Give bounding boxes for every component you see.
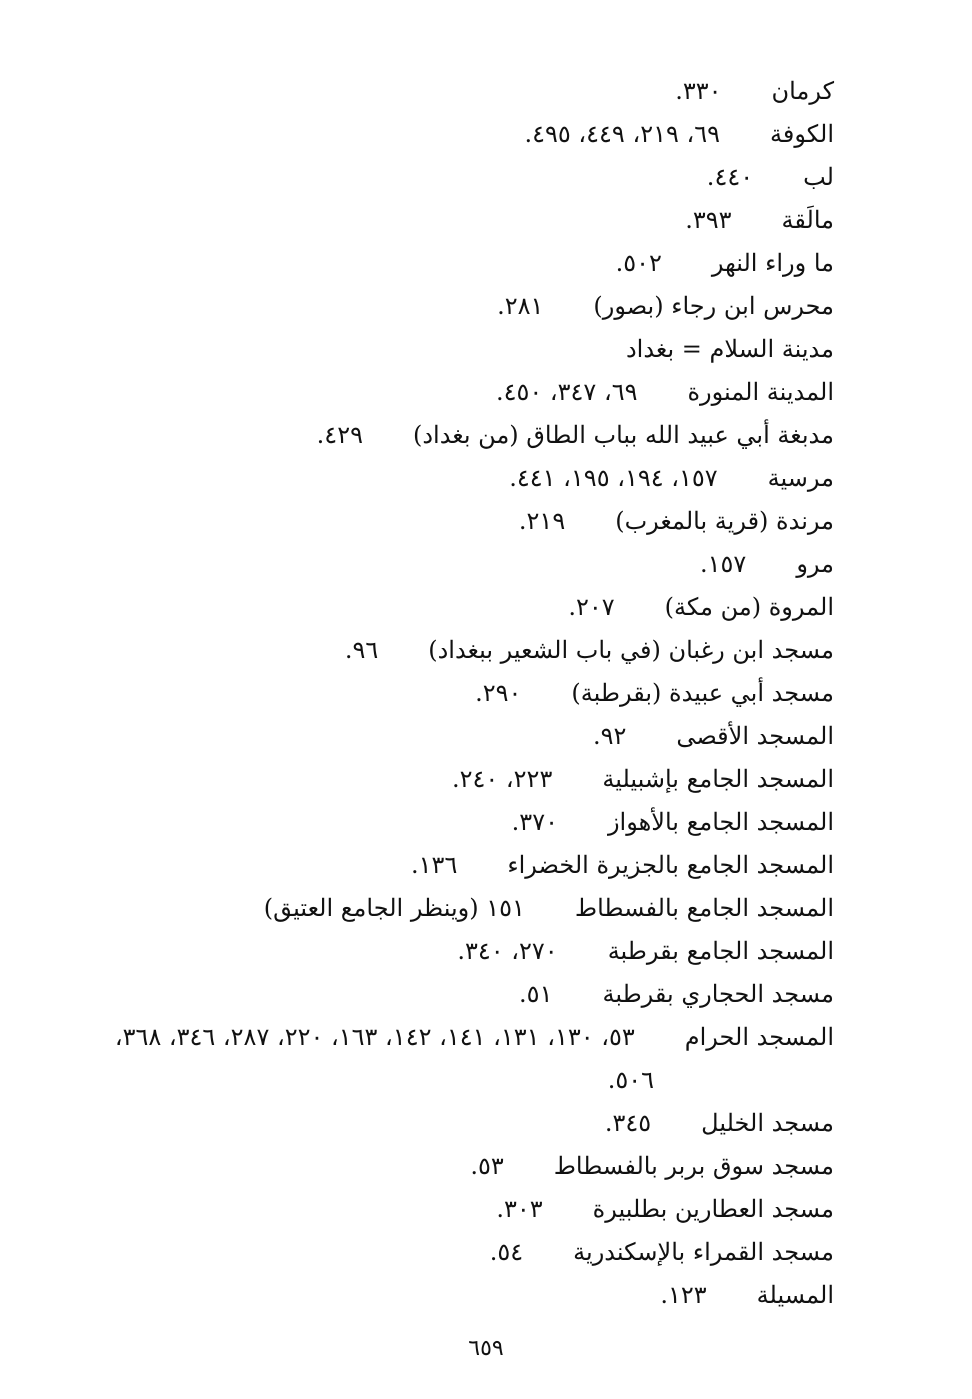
entry-term: مدينة السلام = بغداد (625, 335, 834, 363)
index-entry (34, 156, 834, 199)
index-entry (34, 1188, 834, 1231)
entry-refs: ٦٩، ٢١٩، ٤٤٩، ٤٩٥. (524, 120, 721, 148)
entry-term: مرندة (قرية بالمغرب) (615, 507, 834, 535)
entry-term: مرسية (767, 464, 834, 492)
entry-refs: ٥٣، ١٣٠، ١٣١، ١٤١، ١٤٢، ١٦٣، ٢٢٠، ٢٨٧، ٣٤٦، ٣٦٨، (114, 1023, 635, 1051)
index-entry (34, 887, 834, 930)
entry-refs: ٣٤٥. (604, 1109, 652, 1137)
entry-refs-continuation: ٥٠٦. (607, 1066, 654, 1094)
entry-term: محرس ابن رجاء (بصور) (593, 292, 834, 320)
entry-term: الكوفة (770, 120, 834, 148)
entry-term: المسجد الجامع بالأهواز (607, 808, 834, 836)
index-entry (34, 1016, 834, 1059)
entry-refs: ٢٧٠، ٣٤٠. (457, 937, 558, 965)
index-entry (34, 801, 834, 844)
entry-refs: ٦٩، ٣٤٧، ٤٥٠. (495, 378, 638, 406)
entry-term: مسجد أبي عبيدة (بقرطبة) (571, 679, 834, 707)
index-entry (34, 672, 834, 715)
index-entry (34, 285, 834, 328)
index-entry (34, 1102, 834, 1145)
index-entry (34, 973, 834, 1016)
entry-term: كرمان (771, 77, 834, 105)
index-entry (34, 758, 834, 801)
index-entry (34, 1145, 834, 1188)
index-entry (34, 844, 834, 887)
entry-refs: ١٣٦. (411, 851, 458, 879)
entry-refs: ٣٣٠. (675, 77, 722, 105)
entry-refs: ٥٤. (489, 1238, 524, 1266)
entry-term: لب (803, 163, 834, 191)
entry-term: المروة (من مكة) (664, 593, 834, 621)
entry-term: المسجد الحرام (684, 1023, 834, 1051)
entry-term: مرو (796, 550, 834, 578)
entry-refs: ١٥٧. (700, 550, 747, 578)
entry-refs: ٢١٩. (518, 507, 566, 535)
index-entry (34, 113, 834, 156)
entry-refs: ٥٠٢. (615, 249, 662, 277)
index-entry (34, 543, 834, 586)
index-entry (34, 414, 834, 457)
entry-term: المسجد الجامع بالفسطاط (574, 894, 834, 922)
page-number: ٦٥٩ (468, 1336, 504, 1361)
entry-term: مسجد الخليل (701, 1109, 834, 1137)
entry-refs: ١٢٣. (660, 1281, 707, 1309)
entry-refs: ٢٢٣، ٢٤٠. (451, 765, 553, 793)
entry-term: مسجد الحجاري بقرطبة (602, 980, 834, 1008)
entry-term: المسجد الأقصى (676, 722, 834, 750)
entry-term: المدينة المنورة (687, 378, 834, 406)
index-entry (34, 242, 834, 285)
entry-refs: ٩٢. (592, 722, 627, 750)
entry-refs: ٣٩٣. (685, 206, 732, 234)
index-entry (34, 715, 834, 758)
entry-refs: ٣٠٣. (496, 1195, 543, 1223)
entry-term: المسجد الجامع بالجزيرة الخضراء (507, 851, 834, 879)
entry-term: مدبغة أبي عبيد الله بباب الطاق (من بغداد) (412, 421, 834, 449)
entry-term: مسجد العطارين بطلبيرة (592, 1195, 834, 1223)
entry-term: المسيلة (756, 1281, 834, 1309)
entry-refs: ٥١. (519, 980, 553, 1008)
entry-refs: ٢٩٠. (475, 679, 522, 707)
index-entries (34, 70, 834, 1317)
entry-refs: ٢٠٧. (568, 593, 615, 621)
entry-term: ما وراء النهر (711, 249, 834, 277)
index-entry (34, 199, 834, 242)
index-entry (34, 328, 834, 371)
entry-refs: ٩٦. (344, 636, 379, 664)
index-entry (34, 371, 834, 414)
entry-term: المسجد الجامع بقرطبة (607, 937, 834, 965)
entry-refs: ١٥١ (وينظر الجامع العتيق) (263, 894, 525, 922)
index-entry (34, 500, 834, 543)
entry-refs: ٢٨١. (497, 292, 544, 320)
entry-refs: ٥٣. (470, 1152, 504, 1180)
entry-refs: ٣٧٠. (511, 808, 558, 836)
entry-term: المسجد الجامع بإشبيلية (602, 765, 834, 793)
entry-term: مسجد القمراء بالإسكندرية (573, 1238, 834, 1266)
index-entry (34, 629, 834, 672)
entry-term: مالَقة (781, 206, 834, 234)
entry-term: مسجد ابن رغبان (في باب الشعير ببغداد) (428, 636, 834, 664)
entry-refs: ٤٢٩. (316, 421, 363, 449)
index-entry (34, 1274, 834, 1317)
entry-refs: ٤٤٠. (706, 163, 754, 191)
index-entry (34, 457, 834, 500)
index-entry (34, 70, 834, 113)
entry-term: مسجد سوق بربر بالفسطاط (553, 1152, 834, 1180)
index-entry (34, 1231, 834, 1274)
index-entry (34, 586, 834, 629)
index-entry (34, 930, 834, 973)
entry-refs: ١٥٧، ١٩٤، ١٩٥، ٤٤١. (509, 464, 718, 492)
